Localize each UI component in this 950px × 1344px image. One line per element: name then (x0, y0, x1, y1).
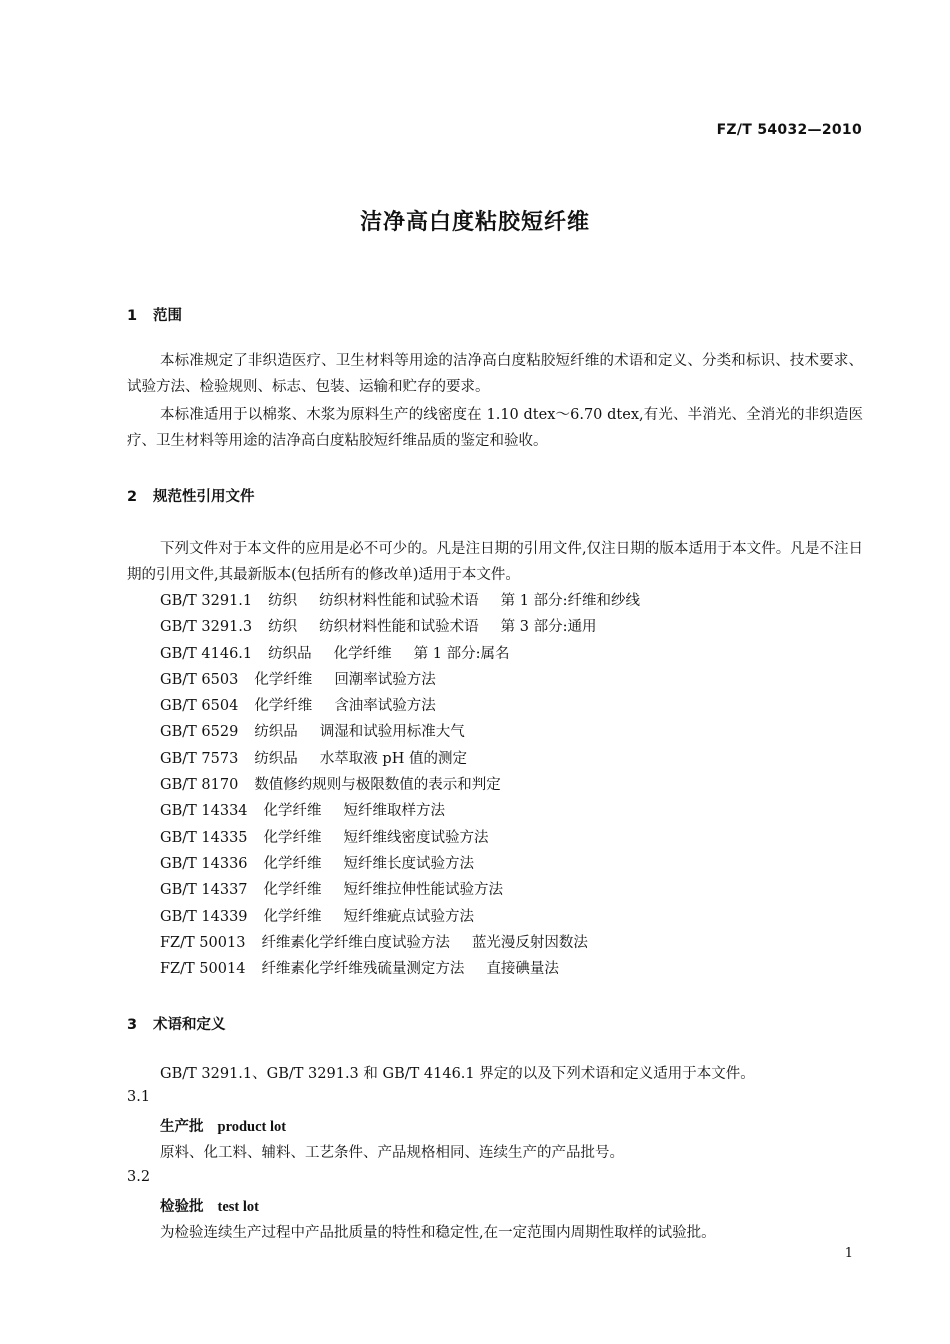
reference-item (160, 798, 640, 824)
reference-title-part: 纺织品 (254, 724, 298, 741)
section-number: 1 (127, 308, 138, 324)
term-number: 3.2 (127, 1169, 151, 1185)
reference-code: GB/T 3291.3 (160, 619, 253, 636)
section-title: 范围 (153, 308, 182, 324)
reference-title-part: 第 3 部分:通用 (500, 619, 597, 636)
reference-item (160, 772, 640, 798)
reference-code: FZ/T 50014 (160, 961, 246, 978)
reference-item (160, 956, 640, 982)
reference-title-part: 短纤维长度试验方法 (343, 855, 475, 872)
section-1-paragraph-1: 本标准规定了非织造医疗、卫生材料等用途的洁净高白度粘胶短纤维的术语和定义、分类和标识、技术要求、试验方法、检验规则、标志、包装、运输和贮存的要求。 (127, 353, 863, 395)
standard-code: FZ/T 54032—2010 (716, 122, 862, 138)
reference-code: GB/T 6503 (160, 671, 239, 688)
reference-item (160, 693, 640, 719)
reference-code: GB/T 14337 (160, 882, 248, 899)
reference-code: GB/T 3291.1 (160, 593, 253, 609)
reference-title-part: 含油率试验方法 (334, 698, 436, 715)
term-number: 3.1 (127, 1089, 151, 1105)
reference-code: GB/T 14339 (160, 908, 248, 925)
reference-item (160, 667, 640, 693)
reference-title-part: 纺织材料性能和试验术语 (319, 619, 479, 636)
reference-title-part: 直接碘量法 (486, 961, 559, 978)
term-heading (160, 1195, 259, 1216)
reference-code: GB/T 14336 (160, 855, 248, 872)
reference-item (160, 825, 640, 851)
section-title: 术语和定义 (153, 1017, 226, 1033)
reference-title-part: 蓝光漫反射因数法 (471, 934, 588, 951)
reference-title-part: 化学纤维 (263, 829, 322, 846)
reference-title-part: 短纤维取样方法 (343, 803, 446, 820)
reference-item (160, 904, 640, 930)
section-3-intro: GB/T 3291.1、GB/T 3291.3 和 GB/T 4146.1 界定的以及下列术语和定义适用于本文件。 (160, 1066, 755, 1082)
section-1-heading (127, 304, 182, 325)
section-number: 2 (127, 489, 138, 505)
reference-title-part: 第 1 部分:属名 (413, 645, 510, 662)
reference-title-part: 化学纤维 (254, 698, 313, 715)
section-title: 规范性引用文件 (153, 489, 255, 505)
reference-title-part: 化学纤维 (254, 671, 313, 688)
reference-code: GB/T 8170 (160, 777, 239, 794)
term-definition: 为检验连续生产过程中产品批质量的特性和稳定性,在一定范围内周期性取样的试验批。 (160, 1225, 716, 1241)
reference-item (160, 877, 640, 903)
page-number: 1 (844, 1246, 853, 1261)
reference-title-part: 纤维素化学纤维残硫量测定方法 (261, 961, 465, 978)
reference-title-part: 纺织品 (254, 750, 298, 767)
reference-title-part: 纺织品 (268, 645, 312, 662)
reference-title-part: 调湿和试验用标准大气 (319, 724, 465, 741)
reference-item (160, 930, 640, 956)
reference-list (160, 588, 640, 982)
reference-title-part: 短纤维疵点试验方法 (343, 908, 475, 925)
section-2-intro: 下列文件对于本文件的应用是必不可少的。凡是注日期的引用文件,仅注日期的版本适用于本文件。凡是不注日期的引用文件,其最新版本(包括所有的修改单)适用于本文件。 (127, 541, 863, 583)
reference-title-part: 化学纤维 (333, 645, 392, 662)
section-number: 3 (127, 1017, 138, 1033)
reference-title-part: 数值修约规则与极限数值的表示和判定 (254, 777, 501, 794)
reference-title-part: 纤维素化学纤维白度试验方法 (261, 934, 450, 951)
reference-title-part: 短纤维线密度试验方法 (343, 829, 489, 846)
reference-code: GB/T 14335 (160, 829, 248, 846)
term-zh: 检验批 (160, 1198, 204, 1215)
reference-title-part: 第 1 部分:纤维和纱线 (500, 593, 640, 609)
reference-item (160, 614, 640, 640)
reference-item (160, 719, 640, 745)
reference-code: GB/T 6504 (160, 698, 239, 715)
reference-title-part: 化学纤维 (263, 855, 322, 872)
reference-title-part: 化学纤维 (263, 908, 322, 925)
document-title: 洁净高白度粘胶短纤维 (359, 210, 590, 235)
term-heading (160, 1115, 286, 1136)
term-definition: 原料、化工料、辅料、工艺条件、产品规格相同、连续生产的产品批号。 (160, 1145, 624, 1161)
reference-item (160, 851, 640, 877)
reference-item (160, 641, 640, 667)
reference-item (160, 746, 640, 772)
reference-title-part: 短纤维拉伸性能试验方法 (343, 882, 504, 899)
reference-title-part: 化学纤维 (263, 803, 322, 820)
reference-code: GB/T 14334 (160, 803, 248, 820)
reference-title-part: 纺织 (268, 593, 298, 609)
section-1-paragraph-2: 本标准适用于以棉浆、木浆为原料生产的线密度在 1.10 dtex～6.70 dtex,有光、半消光、全消光的非织造医疗、卫生材料等用途的洁净高白度粘胶短纤维品质的鉴定和验收。 (127, 407, 863, 449)
section-3-heading (127, 1013, 226, 1034)
reference-code: GB/T 6529 (160, 724, 239, 741)
term-en: product lot (217, 1119, 287, 1135)
reference-code: GB/T 4146.1 (160, 645, 253, 662)
reference-title-part: 回潮率试验方法 (334, 671, 436, 688)
reference-title-part: 纺织 (268, 619, 298, 636)
reference-code: GB/T 7573 (160, 750, 239, 767)
reference-title-part: 化学纤维 (263, 882, 322, 899)
reference-item (160, 588, 640, 614)
reference-code: FZ/T 50013 (160, 934, 246, 951)
section-2-heading (127, 485, 255, 506)
term-zh: 生产批 (160, 1118, 204, 1135)
reference-title-part: 纺织材料性能和试验术语 (319, 593, 479, 609)
reference-title-part: 水萃取液 pH 值的测定 (319, 750, 467, 767)
term-en: test lot (217, 1199, 259, 1215)
